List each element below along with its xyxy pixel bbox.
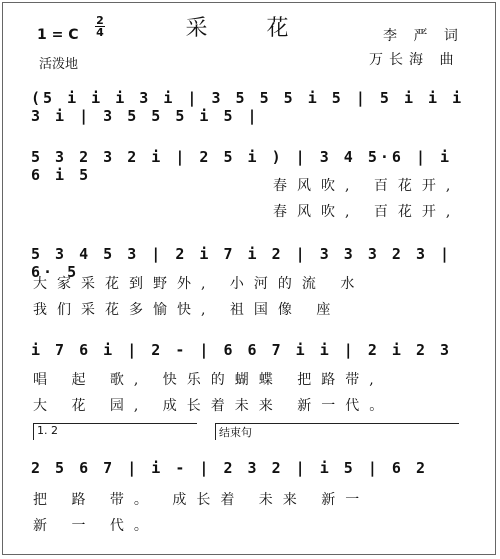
notation-line: i 7 6 i | 2 - | 6 6 7 i i | 2 i 2 3 [31,341,453,359]
lyric-verse-2: 新 一 代。 [33,518,158,534]
score-row [31,89,471,125]
tempo-marking: 活泼地 [39,57,79,72]
score-row [31,459,471,479]
notation-line: 5 3 2 3 2 i | 2 5 i ) | 3 4 5·6 | i 6 i 5 [31,148,453,184]
lyricist-credit: 李 严 词 [383,28,464,44]
song-title: 采 花 [185,16,315,41]
composer-credit: 万长海 曲 [369,52,460,68]
score-row [31,341,471,361]
volta-bracket-first: 1. 2 [33,423,197,440]
lyric-verse-1: 春风吹, 百花开, [273,178,461,194]
key-signature: 1 = C [37,27,79,43]
lyric-verse-2: 我们采花多愉快, 祖国像 座 [33,302,341,318]
lyric-verse-1: 大家采花到野外, 小河的流 水 [33,276,365,292]
score-sheet [2,2,496,555]
lyric-verse-1: 把 路 带。 成长着 未来 新一 [33,492,370,508]
notation-line: 2 5 6 7 | i - | 2 3 2 | i 5 | 6 2 [31,459,429,477]
score-row [31,245,471,281]
volta-bracket-ending: 结束句 [215,423,459,440]
score-row [31,148,471,184]
lyric-verse-1: 唱 起 歌, 快乐的蝴蝶 把路带, [33,372,384,388]
lyric-verse-2: 春风吹, 百花开, [273,204,461,220]
lyric-verse-2: 大 花 园, 成长着未来 新一代。 [33,398,394,414]
time-signature: 2 4 [96,14,104,39]
notation-line: (5 i i i 3 i | 3 5 5 5 i 5 | 5 i i i 3 i | 3 5 5 5 i 5 | [31,89,465,125]
notation-line: 5 3 4 5 3 | 2 i 7 i 2 | 3 3 3 2 3 | 6· 5 [31,245,453,281]
